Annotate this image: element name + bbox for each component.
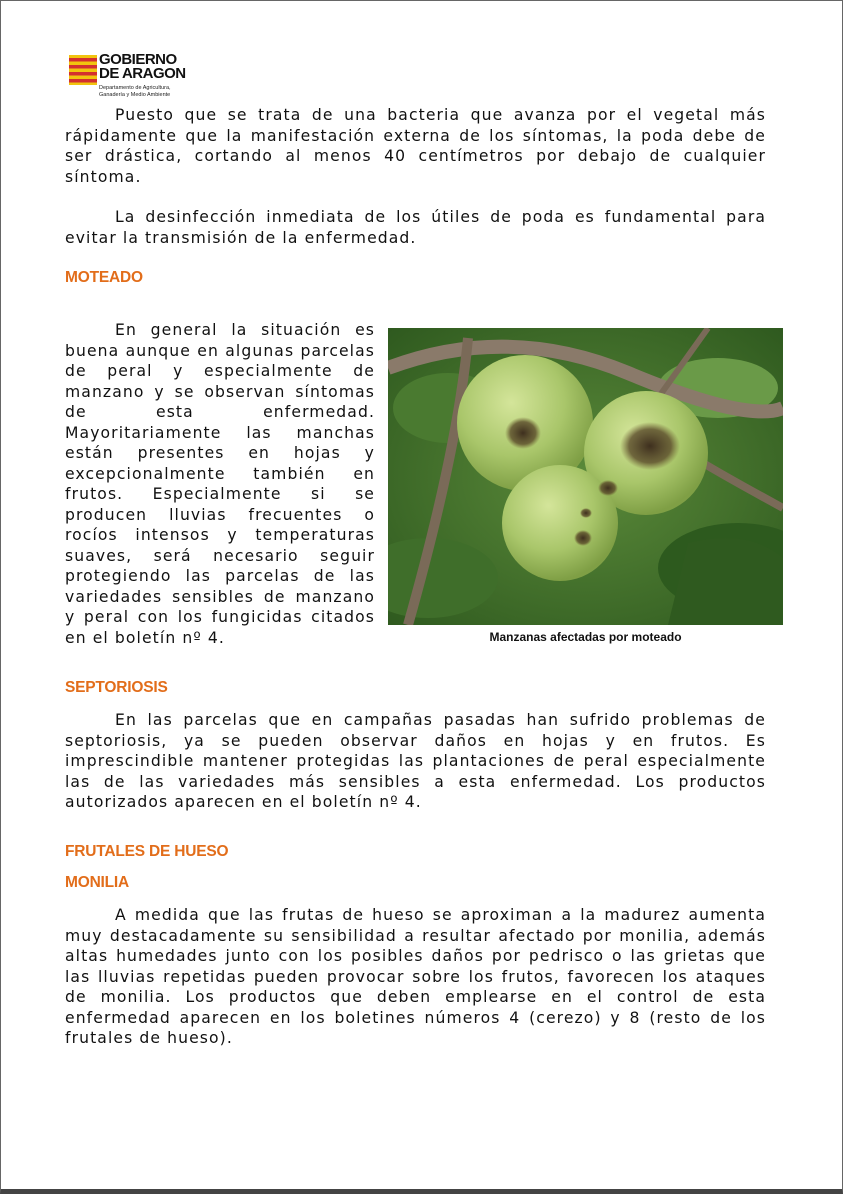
gobierno-de-aragon-logo xyxy=(69,53,209,103)
paragraph-septoriosis: En las parcelas que en campañas pasadas han sufrido problemas de septoriosis, ya se pueden observar daños en hojas y en frutos. Es imprescindible mantener protegidas las plantaciones de peral especialmente las de las variedades más sensibles a esta enfermedad. Los productos autorizados aparecen en el boletín nº 4. xyxy=(65,711,766,811)
paragraph-poda: Puesto que se trata de una bacteria que avanza por el vegetal más rápidamente que la manifestación externa de los síntomas, la poda debe de ser drástica, cortando al menos 40 centímetros por debajo de cualquier síntoma. xyxy=(65,106,766,186)
apples-photo xyxy=(388,328,783,625)
heading-monilia: MONILIA xyxy=(65,874,130,891)
logo-name xyxy=(99,53,186,81)
logo-name-line2: DE ARAGON xyxy=(99,65,186,82)
photo-caption: Manzanas afectadas por moteado xyxy=(489,630,682,644)
logo-dept-line1: Departamento de Agricultura, xyxy=(99,85,171,91)
paragraph-monilia: A medida que las frutas de hueso se aproximan a la madurez aumenta muy destacadamente su sensibilidad a resultar afectado por monilia, además altas humedades junto con los posibles daños por pedrisco o las grietas que las lluvias repetidas pueden provocar sobre los frutos, favorecen los ataques de monilia. Los productos que deben emplearse en el control de esta enfermedad aparecen en los boletines números 4 (cerezo) y 8 (resto de los frutales de hueso). xyxy=(65,906,766,1047)
heading-frutales-de-hueso: FRUTALES DE HUESO xyxy=(65,843,229,860)
paragraph-moteado: En general la situación es buena aunque en algunas parcelas de peral y especialmente de manzano y se observan síntomas de esta enfermedad. Mayoritariamente las manchas están presentes en hojas y excepcionalmente también en frutos. Especialmente si se producen lluvias frecuentes o rocíos intensos y temperaturas suaves, será necesario seguir protegiendo las parcelas de las variedades sensibles de manzano y peral con los fungicidas citados en el boletín nº 4. xyxy=(65,321,375,647)
paragraph-desinfeccion: La desinfección inmediata de los útiles de poda es fundamental para evitar la transmisión de la enfermedad. xyxy=(65,208,766,247)
logo-department xyxy=(99,85,171,98)
aragon-flag-icon xyxy=(69,55,97,85)
logo-name-line1: GOBIERNO xyxy=(99,51,177,68)
heading-moteado: MOTEADO xyxy=(65,269,143,286)
heading-septoriosis: SEPTORIOSIS xyxy=(65,679,168,696)
logo-dept-line2: Ganadería y Medio Ambiente xyxy=(99,91,171,98)
